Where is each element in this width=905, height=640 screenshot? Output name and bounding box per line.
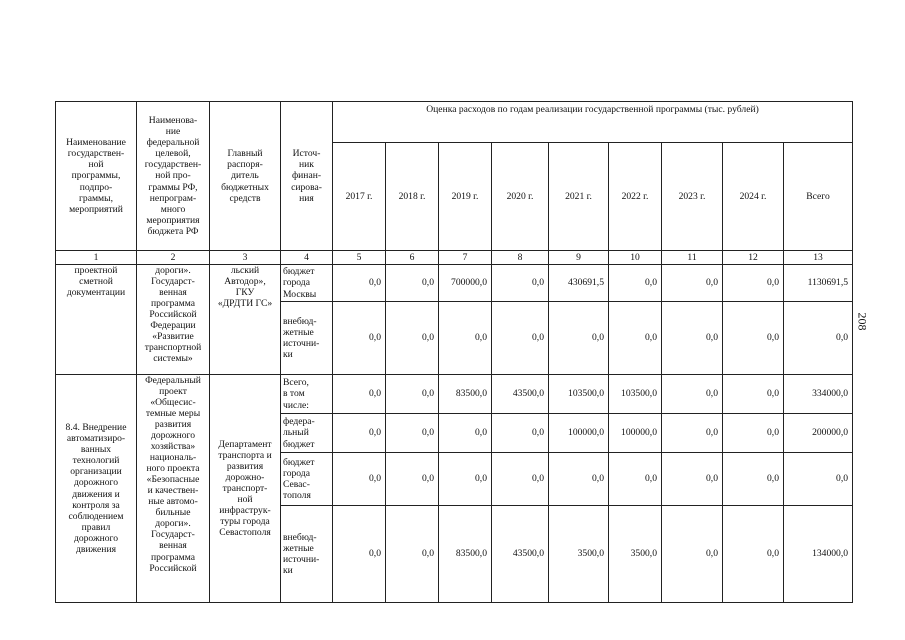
column-number: 9	[549, 251, 609, 265]
budget-manager-cell: Департамент транспорта и развития дорожно- транспорт- ной инфраструк- туры города Севастополя	[210, 375, 281, 603]
value-cell: 0,0	[723, 375, 784, 414]
header-year: 2019 г.	[439, 143, 492, 251]
value-cell: 103500,0	[609, 375, 662, 414]
value-cell: 43500,0	[492, 375, 549, 414]
funding-source-cell: внебюд- жетные источни- ки	[281, 506, 333, 603]
header-year: 2024 г.	[723, 143, 784, 251]
program-name-cell: 8.4. Внедрение автоматизиро- ванных технологий организации дорожного движения и контроля за соблюдением правил дорожного движения	[56, 375, 137, 603]
value-cell: 0,0	[662, 506, 723, 603]
table-row	[56, 265, 853, 302]
header-expenses-title: Оценка расходов по годам реализации государственной программы (тыс. рублей)	[333, 102, 853, 143]
table-row	[56, 375, 853, 414]
total-cell: 0,0	[784, 453, 853, 506]
column-number: 7	[439, 251, 492, 265]
total-cell: 334000,0	[784, 375, 853, 414]
column-number: 2	[137, 251, 210, 265]
value-cell: 0,0	[549, 453, 609, 506]
value-cell: 0,0	[333, 265, 386, 302]
header-federal-program: Наименова- ние федеральной целевой, государствен- ной про- граммы РФ, непрограм- много мероприятия бюджета РФ	[137, 102, 210, 251]
funding-source-cell: бюджет города Севас- тополя	[281, 453, 333, 506]
value-cell: 0,0	[492, 265, 549, 302]
value-cell: 0,0	[609, 453, 662, 506]
column-number: 1	[56, 251, 137, 265]
column-number: 4	[281, 251, 333, 265]
value-cell: 0,0	[662, 265, 723, 302]
value-cell: 0,0	[492, 414, 549, 453]
value-cell: 0,0	[723, 414, 784, 453]
column-number: 11	[662, 251, 723, 265]
header-year: 2022 г.	[609, 143, 662, 251]
header-row-top	[56, 102, 853, 143]
value-cell: 0,0	[386, 506, 439, 603]
value-cell: 0,0	[439, 302, 492, 375]
budget-manager-cell: льский Автодор», ГКУ «ДРДТИ ГС»	[210, 265, 281, 375]
value-cell: 0,0	[386, 302, 439, 375]
column-number: 8	[492, 251, 549, 265]
value-cell: 0,0	[723, 506, 784, 603]
value-cell: 0,0	[333, 375, 386, 414]
federal-program-cell: Федеральный проект «Общесис- темные меры развития дорожного хозяйства» националь- ного проекта «Безопасные и качествен- ные автомо- бильные дороги». Государст- венная программа Российской	[137, 375, 210, 603]
value-cell: 0,0	[333, 302, 386, 375]
column-number: 10	[609, 251, 662, 265]
funding-source-cell: Всего, в том числе:	[281, 375, 333, 414]
header-year: 2021 г.	[549, 143, 609, 251]
value-cell: 0,0	[492, 302, 549, 375]
column-number-row	[56, 251, 853, 265]
value-cell: 100000,0	[549, 414, 609, 453]
value-cell: 0,0	[662, 453, 723, 506]
header-year: 2017 г.	[333, 143, 386, 251]
value-cell: 430691,5	[549, 265, 609, 302]
header-year: 2023 г.	[662, 143, 723, 251]
header-budget-manager: Главный распоря- дитель бюджетных средств	[210, 102, 281, 251]
header-year: 2020 г.	[492, 143, 549, 251]
total-cell: 0,0	[784, 302, 853, 375]
page-number: 208	[855, 312, 870, 331]
header-year: 2018 г.	[386, 143, 439, 251]
header-total: Всего	[784, 143, 853, 251]
column-number: 6	[386, 251, 439, 265]
value-cell: 0,0	[333, 506, 386, 603]
value-cell: 0,0	[439, 453, 492, 506]
value-cell: 0,0	[609, 302, 662, 375]
value-cell: 43500,0	[492, 506, 549, 603]
budget-table	[55, 101, 853, 603]
value-cell: 0,0	[386, 375, 439, 414]
column-number: 12	[723, 251, 784, 265]
value-cell: 3500,0	[549, 506, 609, 603]
value-cell: 0,0	[662, 414, 723, 453]
program-name-cell: проектной сметной документации	[56, 265, 137, 375]
value-cell: 0,0	[723, 265, 784, 302]
value-cell: 0,0	[723, 453, 784, 506]
value-cell: 0,0	[662, 302, 723, 375]
header-program-name: Наименование государствен- ной программы, подпро- граммы, мероприятий	[56, 102, 137, 251]
total-cell: 134000,0	[784, 506, 853, 603]
value-cell: 700000,0	[439, 265, 492, 302]
funding-source-cell: федера- льный бюджет	[281, 414, 333, 453]
value-cell: 0,0	[492, 453, 549, 506]
column-number: 3	[210, 251, 281, 265]
value-cell: 103500,0	[549, 375, 609, 414]
value-cell: 0,0	[386, 453, 439, 506]
value-cell: 0,0	[439, 414, 492, 453]
total-cell: 1130691,5	[784, 265, 853, 302]
value-cell: 100000,0	[609, 414, 662, 453]
value-cell: 0,0	[723, 302, 784, 375]
value-cell: 3500,0	[609, 506, 662, 603]
funding-source-cell: внебюд- жетные источни- ки	[281, 302, 333, 375]
total-cell: 200000,0	[784, 414, 853, 453]
value-cell: 83500,0	[439, 506, 492, 603]
value-cell: 83500,0	[439, 375, 492, 414]
column-number: 13	[784, 251, 853, 265]
value-cell: 0,0	[333, 414, 386, 453]
value-cell: 0,0	[386, 414, 439, 453]
value-cell: 0,0	[609, 265, 662, 302]
header-funding-source: Источ- ник финан- сирова- ния	[281, 102, 333, 251]
value-cell: 0,0	[333, 453, 386, 506]
federal-program-cell: дороги». Государст- венная программа Российской Федерации «Развитие транспортной системы»	[137, 265, 210, 375]
value-cell: 0,0	[549, 302, 609, 375]
value-cell: 0,0	[386, 265, 439, 302]
column-number: 5	[333, 251, 386, 265]
funding-source-cell: бюджет города Москвы	[281, 265, 333, 302]
value-cell: 0,0	[662, 375, 723, 414]
